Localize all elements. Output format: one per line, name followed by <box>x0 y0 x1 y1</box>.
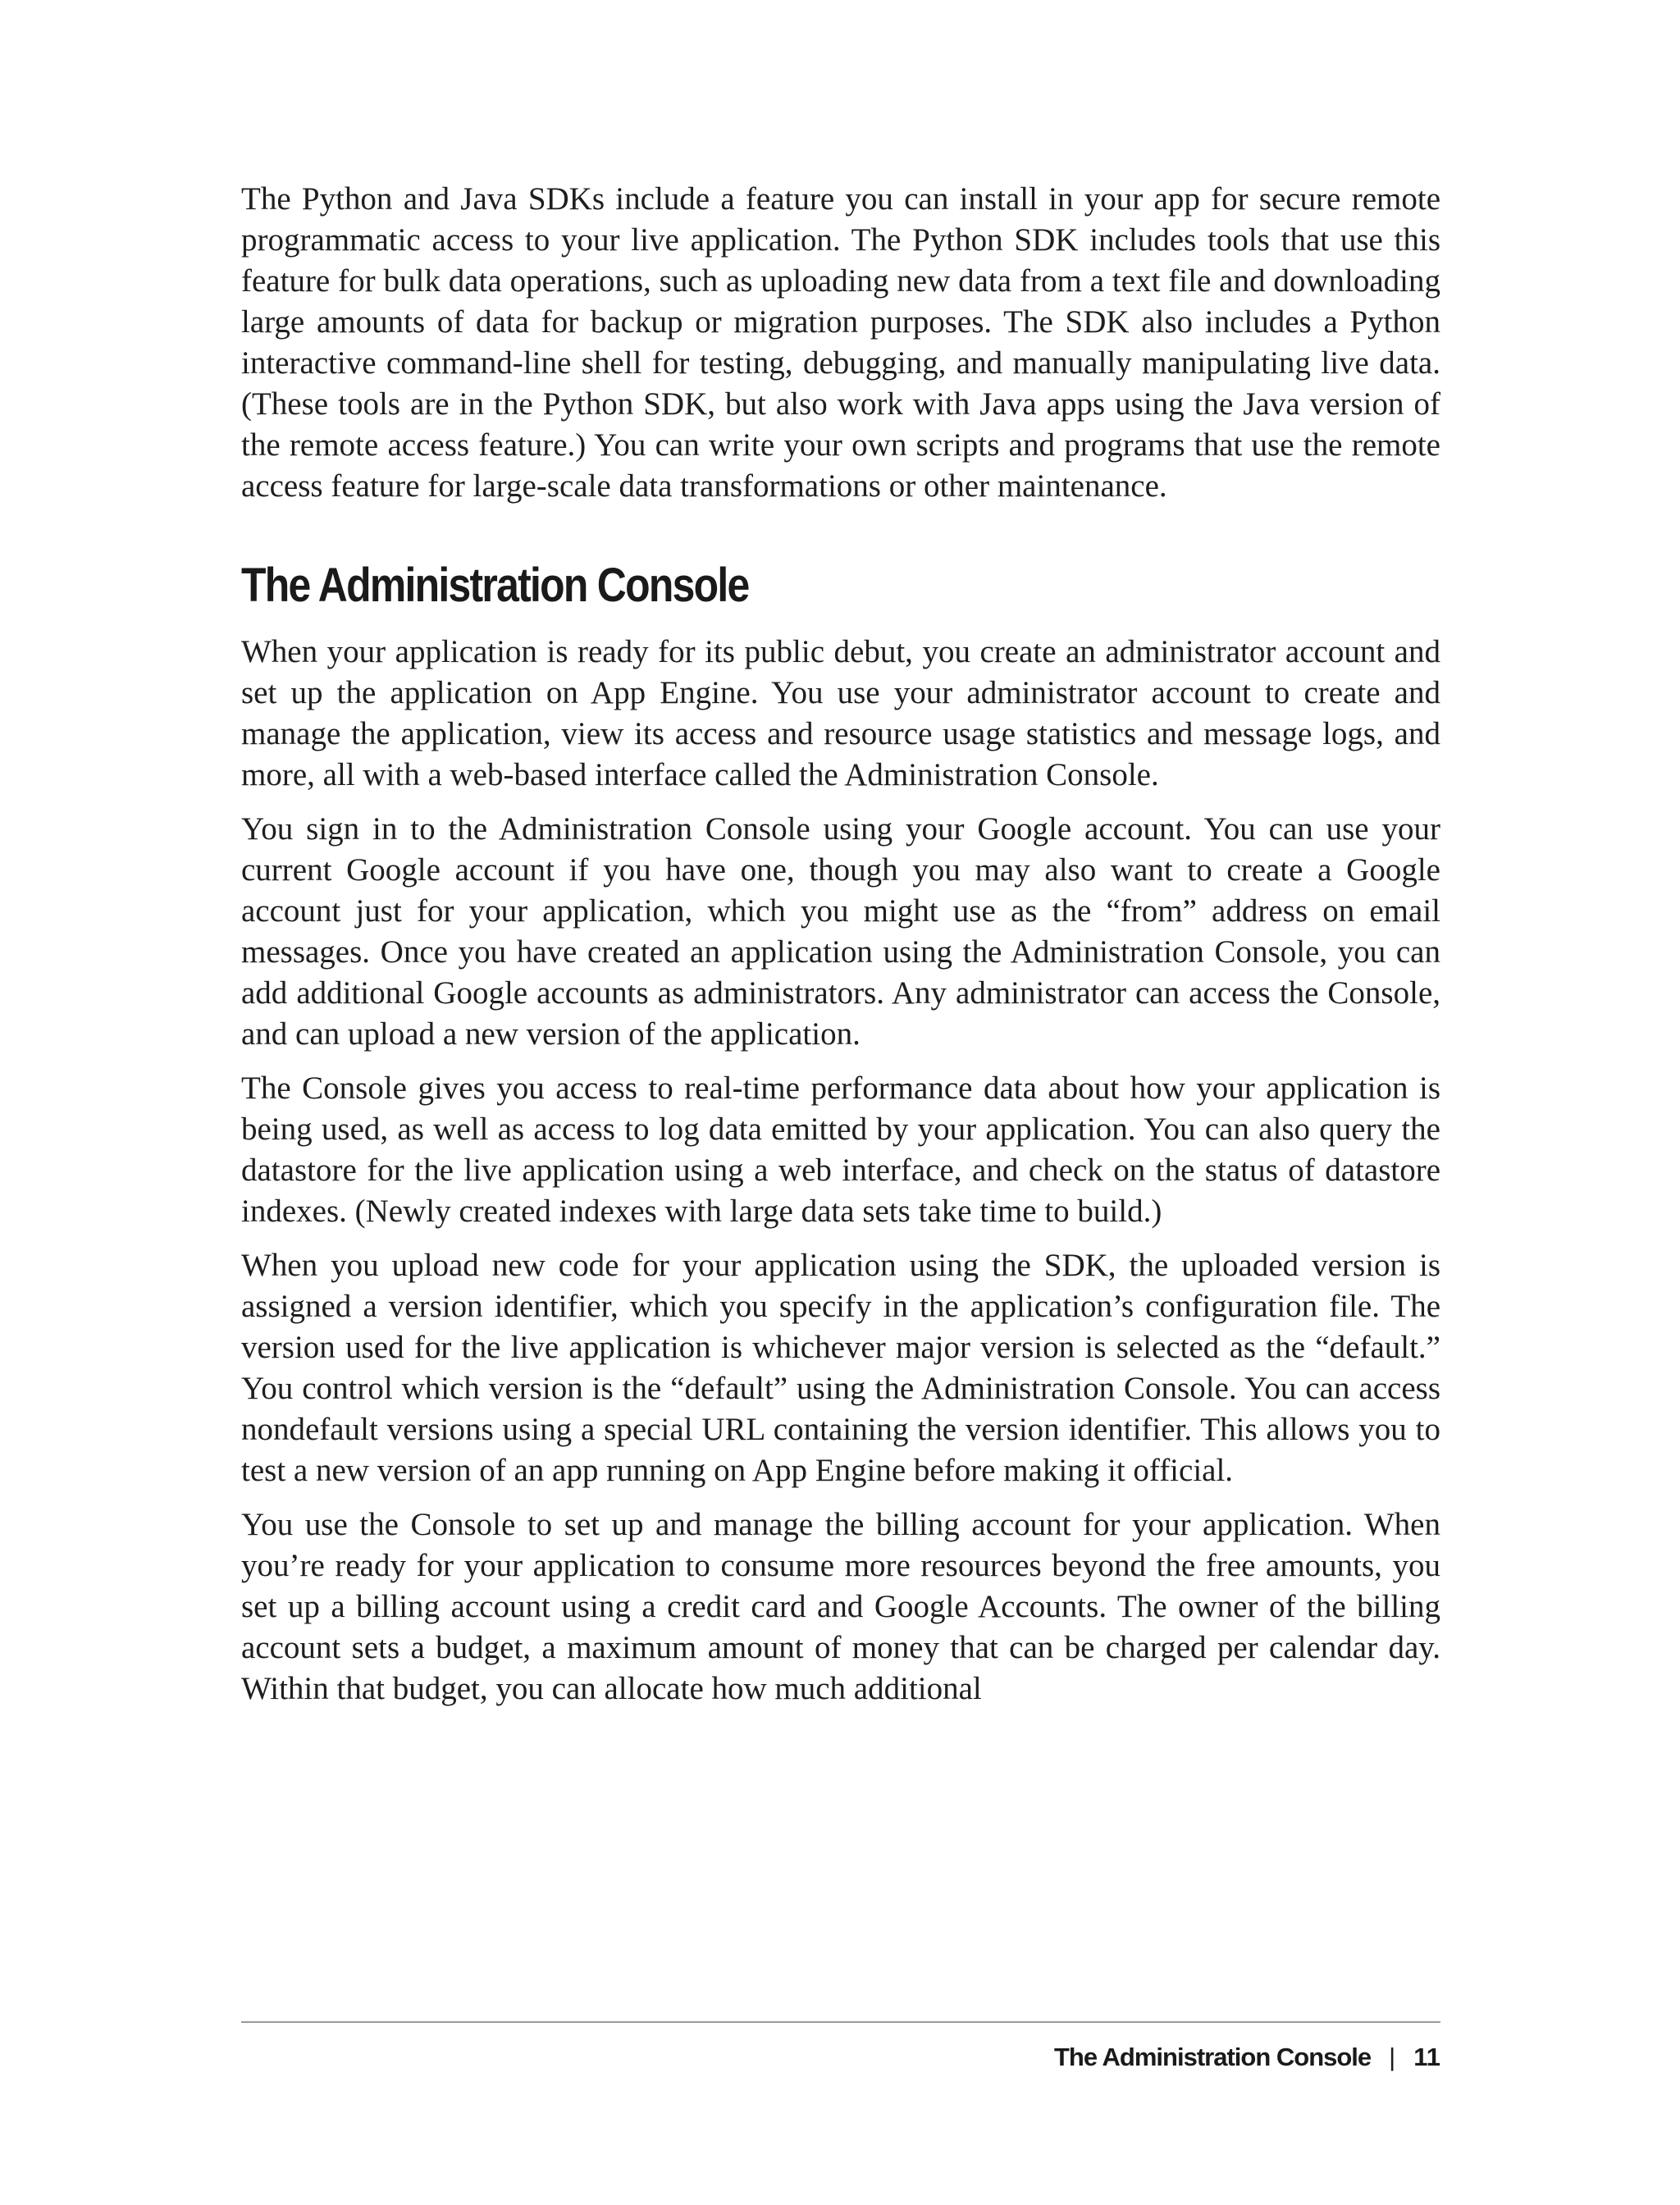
intro-paragraph: The Python and Java SDKs include a feature you can install in your app for secure remote programmatic access to your live application. The Python SDK includes tools that use this feature for bulk data operations, such as uploading new data from a text file and downloading large amounts of data for backup or migration purposes. The SDK also includes a Python interactive command-line shell for testing, debugging, and manually manipulating live data. (These tools are in the Python SDK, but also work with Java apps using the Java version of the remote access feature.) You can write your own scripts and programs that use the remote access feature for large-scale data transformations or other maintenance. <box>241 181 1440 504</box>
footer-divider <box>241 2021 1440 2023</box>
paragraph-versions: When you upload new code for your application using the SDK, the uploaded version is assigned a version identifier, which you specify in the application’s configuration file. The version used for the live application is whichever major version is selected as the “default.” You control which version is the “default” using the Administration Console. You can access nondefault versions using a special URL containing the version identifier. This allows you to test a new version of an app running on App Engine before making it official. <box>241 1248 1440 1488</box>
page-footer <box>1054 2041 1440 2074</box>
paragraph-performance-data: The Console gives you access to real-time performance data about how your application is being used, as well as access to log data emitted by your application. You can also query the datastore for the live application using a web interface, and check on the status of datastore indexes. (Newly created indexes with large data sets take time to build.) <box>241 1071 1440 1229</box>
paragraph-public-debut: When your application is ready for its public debut, you create an administrator account and set up the application on App Engine. You use your administrator account to create and manage the application, view its access and resource usage statistics and message logs, and more, all with a web-based interface called the Administration Console. <box>241 634 1440 792</box>
paragraph-billing: You use the Console to set up and manage the billing account for your application. When you’re ready for your application to consume more resources beyond the free amounts, you set up a billing account using a credit card and Google Accounts. The owner of the billing account sets a budget, a maximum amount of money that can be charged per calendar day. Within that budget, you can allocate how much additional <box>241 1507 1440 1706</box>
section-heading: The Administration Console <box>241 559 749 612</box>
page-content <box>241 179 1440 1710</box>
page-number: 11 <box>1413 2043 1440 2071</box>
paragraph-sign-in: You sign in to the Administration Console using your Google account. You can use your current Google account if you have one, though you may also want to create a Google account just for your application, which you might use as the “from” address on email messages. Once you have created an application using the Administration Console, you can add additional Google accounts as administrators. Any administrator can access the Console, and can upload a new version of the application. <box>241 811 1440 1052</box>
footer-separator: | <box>1389 2043 1396 2071</box>
running-title: The Administration Console <box>1053 2043 1372 2071</box>
